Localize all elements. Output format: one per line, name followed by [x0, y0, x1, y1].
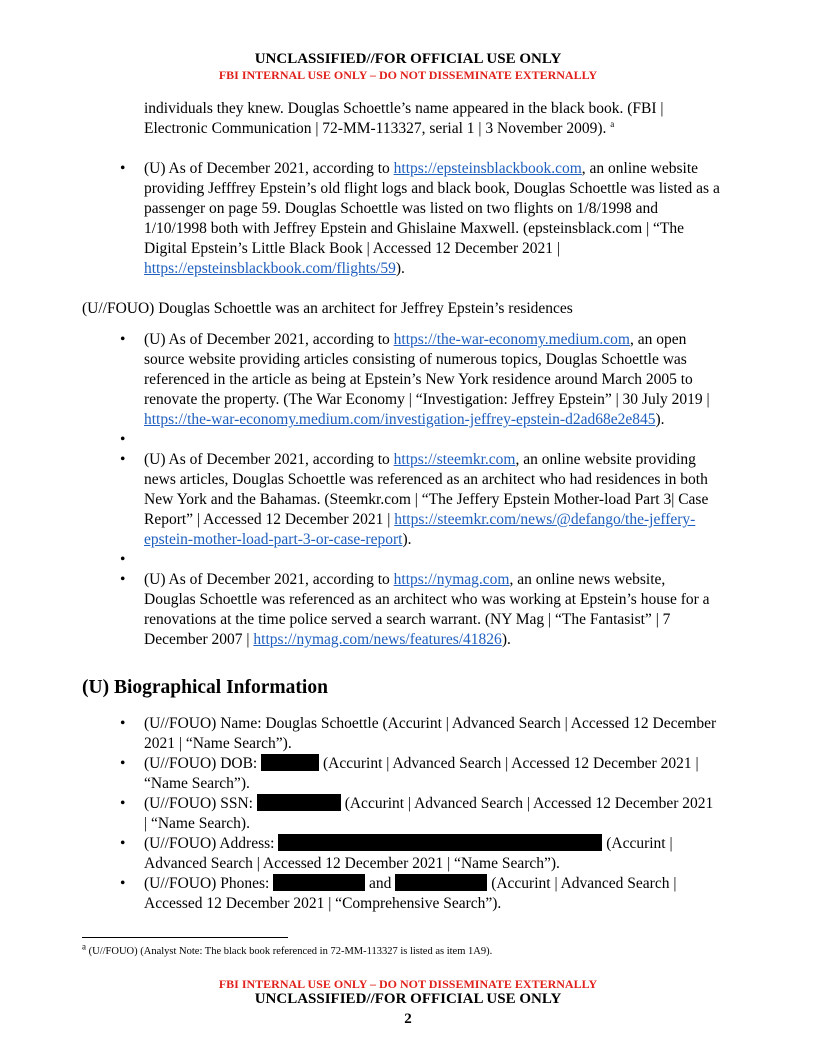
bullet-war-economy: • (U) As of December 2021, according to https://the-war-economy.medium.com, an open source website providing articles consisting of numerous topics, Douglas Schoettle was referenced in the article as being at Epstein’s New York residence around March 2005 to renovate the property. (The War Economy | “Investigation: Jeffrey Epstein” | 30 July 2019 | https://the-war-economy.medium.com/investigation-jeffrey-epstein-d2ad68e2e845). — [108, 330, 720, 430]
redaction-ssn — [257, 794, 341, 811]
link-war-economy[interactable]: https://the-war-economy.medium.com — [393, 331, 630, 348]
footnote: $^a$ (U//FOUO) (Analyst Note: The black book referenced in 72-MM-113327 is listed as item 1A9). — [82, 941, 493, 957]
bullet-nymag: • (U) As of December 2021, according to https://nymag.com, an online news website, Douglas Schoettle was referenced as an architect who was working at Epstein’s house for a renovations at the time police served a search warrant. (NY Mag | “The Fantasist” | 7 December 2007 | https://nymag.com/news/features/41826). — [108, 570, 720, 650]
footer-classification: UNCLASSIFIED//FOR OFFICIAL USE ONLY — [254, 991, 562, 1007]
redaction-address — [278, 834, 602, 851]
page-number: 2 — [404, 1011, 412, 1027]
architect-statement: (U//FOUO) Douglas Schoettle was an architect for Jeffrey Epstein’s residences — [82, 300, 573, 317]
redaction-phone-2 — [395, 874, 487, 891]
footnote-mark: a — [82, 941, 86, 952]
header-classification: UNCLASSIFIED//FOR OFFICIAL USE ONLY — [254, 51, 562, 67]
page-footer — [0, 977, 816, 1028]
link-steemkr[interactable]: https://steemkr.com — [393, 451, 516, 468]
link-epsteinsblackbook[interactable]: https://epsteinsblackbook.com — [393, 160, 582, 177]
intro-paragraph: individuals they knew. Douglas Schoettle’s name appeared in the black book. (FBI | Electronic Communication | 72-MM-113327, serial 1 | 3 November 2009). $^a$ — [144, 100, 664, 137]
section-heading-biographical: (U) Biographical Information — [82, 677, 328, 698]
bio-list — [108, 714, 720, 914]
link-nymag[interactable]: https://nymag.com — [393, 571, 510, 588]
link-epsteinsblackbook-flights[interactable]: https://epsteinsblackbook.com/flights/59 — [144, 260, 396, 277]
footnote-divider — [82, 937, 288, 938]
bullet-blackbook: • (U) As of December 2021, according to https://epsteinsblackbook.com, an online website providing Jefffrey Epstein’s old flight logs and black book, Douglas Schoettle was listed as a passenger on page 59. Douglas Schoettle was listed on two flights on 1/8/1998 and 1/10/1998 both with Jeffrey Epstein and Ghislaine Maxwell. (epsteinsblack.com | “The Digital Epstein’s Little Black Book | Accessed 12 December 2021 | https://epsteinsblackbook.com/flights/59). — [108, 159, 720, 279]
document-body — [82, 99, 720, 914]
footer-caveat: FBI INTERNAL USE ONLY – DO NOT DISSEMINATE EXTERNALLY — [218, 977, 598, 991]
bio-dob: • (U//FOUO) DOB: (Accurint | Advanced Search | Accessed 12 December 2021 | “Name Search”). — [108, 754, 720, 794]
redaction-phone-1 — [273, 874, 365, 891]
bio-name: • (U//FOUO) Name: Douglas Schoettle (Accurint | Advanced Search | Accessed 12 December 2021 | “Name Search”). — [108, 714, 720, 754]
architect-list — [108, 330, 720, 650]
link-steemkr-article[interactable]: https://steemkr.com/news/@defango/the-jeffery-epstein-mother-load-part-3-or-case-report — [144, 511, 696, 548]
header-caveat: FBI INTERNAL USE ONLY – DO NOT DISSEMINATE EXTERNALLY — [218, 68, 598, 82]
bio-address: • (U//FOUO) Address: (Accurint | Advanced Search | Accessed 12 December 2021 | “Name Search”). — [108, 834, 720, 874]
link-nymag-article[interactable]: https://nymag.com/news/features/41826 — [253, 631, 502, 648]
bullet-steemkr: • (U) As of December 2021, according to https://steemkr.com, an online website providing news articles, Douglas Schoettle was referenced as an architect who had residences in both New York and the Bahamas. (Steemkr.com | “The Jeffery Epstein Mother-load Part 3| Case Report” | Accessed 12 December 2021 | https://steemkr.com/news/@defango/the-jeffery-epstein-mother-load-part-3-or-case-report). — [108, 450, 720, 550]
link-war-economy-article[interactable]: https://the-war-economy.medium.com/investigation-jeffrey-epstein-d2ad68e2e845 — [144, 411, 656, 428]
page-header — [0, 51, 816, 82]
redaction-dob — [261, 754, 319, 771]
footnote-ref[interactable]: a — [610, 118, 615, 129]
bio-phones: • (U//FOUO) Phones: and (Accurint | Advanced Search | Accessed 12 December 2021 | “Comprehensive Search”). — [108, 874, 720, 914]
bio-ssn: • (U//FOUO) SSN: (Accurint | Advanced Search | Accessed 12 December 2021 | “Name Search). — [108, 794, 720, 834]
blackbook-list — [108, 159, 720, 279]
